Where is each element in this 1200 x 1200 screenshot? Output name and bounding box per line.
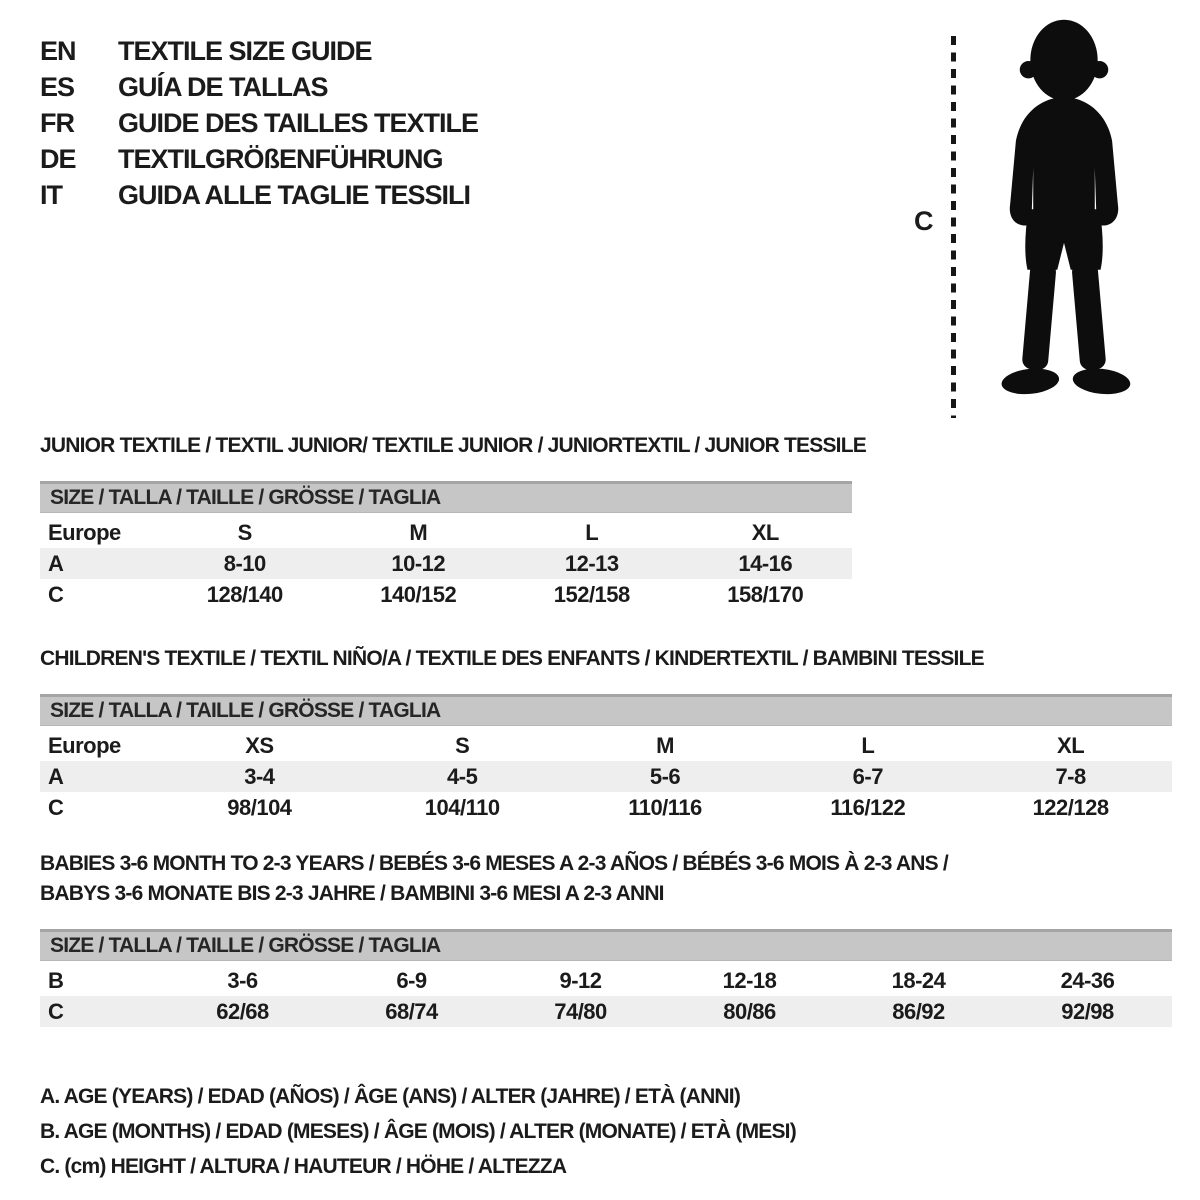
row-label: B — [48, 967, 64, 993]
table-header: SIZE / TALLA / TAILLE / GRÖSSE / TAGLIA — [40, 694, 1172, 726]
height-cell: 68/74 — [385, 998, 438, 1024]
language-code: IT — [40, 179, 62, 210]
section-title: CHILDREN'S TEXTILE / TEXTIL NIÑO/A / TEXTILE DES ENFANTS / KINDERTEXTIL / BAMBINI TESSILE — [40, 647, 984, 670]
age-cell: 12-18 — [722, 967, 777, 993]
height-cell: 152/158 — [553, 581, 630, 607]
guide-title: TEXTILGRÖßENFÜHRUNG — [118, 143, 443, 174]
height-cell: 86/92 — [892, 998, 945, 1024]
section-babies-textile — [40, 849, 1172, 1027]
height-cell: 74/80 — [554, 998, 607, 1024]
babies-size-table — [40, 929, 1172, 1027]
size-cell: XS — [245, 732, 274, 758]
row-label: A — [48, 763, 64, 789]
toddler-silhouette-icon — [980, 12, 1148, 416]
age-cell: 24-36 — [1060, 967, 1115, 993]
row-label: C — [48, 998, 64, 1024]
row-label: Europe — [48, 732, 121, 758]
row-label: C — [48, 581, 64, 607]
height-cell: 158/170 — [727, 581, 804, 607]
table-header: SIZE / TALLA / TAILLE / GRÖSSE / TAGLIA — [40, 929, 1172, 961]
guide-title: GUIDA ALLE TAGLIE TESSILI — [118, 179, 470, 210]
row-label: A — [48, 550, 64, 576]
section-junior-textile — [40, 431, 1172, 610]
language-code: ES — [40, 71, 75, 102]
table-row-age — [40, 548, 852, 579]
row-label: C — [48, 794, 64, 820]
table-row-europe — [40, 517, 852, 548]
age-cell: 5-6 — [649, 763, 681, 789]
age-cell: 3-6 — [227, 967, 258, 993]
table-row-height — [40, 579, 852, 610]
height-cell: 116/122 — [830, 794, 906, 820]
table-row-age — [40, 761, 1172, 792]
table-row-europe — [40, 730, 1172, 761]
height-cell: 98/104 — [227, 794, 292, 820]
age-cell: 7-8 — [1055, 763, 1086, 789]
section-title-line-2: BABYS 3-6 MONATE BIS 2-3 JAHRE / BAMBINI 3-6 MESI A 2-3 ANNI — [40, 882, 664, 905]
language-code: EN — [40, 35, 76, 66]
children-size-table — [40, 694, 1172, 823]
measurement-legend — [40, 1079, 1172, 1184]
size-cell: L — [585, 519, 599, 545]
legend-height-cm: C. (cm) HEIGHT / ALTURA / HAUTEUR / HÖHE / ALTEZZA — [40, 1155, 567, 1178]
size-cell: XL — [751, 519, 779, 545]
size-cell: M — [409, 519, 428, 545]
size-cell: S — [455, 732, 470, 758]
table-row-height — [40, 996, 1172, 1027]
height-cell: 62/68 — [216, 998, 269, 1024]
guide-title: TEXTILE SIZE GUIDE — [118, 35, 372, 66]
language-code: FR — [40, 107, 74, 138]
section-title: JUNIOR TEXTILE / TEXTIL JUNIOR/ TEXTILE JUNIOR / JUNIORTEXTIL / JUNIOR TESSILE — [40, 434, 866, 457]
language-code: DE — [40, 143, 76, 174]
age-cell: 9-12 — [559, 967, 602, 993]
height-cell: 80/86 — [723, 998, 776, 1024]
height-measure-figure — [914, 12, 1148, 420]
legend-age-months: B. AGE (MONTHS) / EDAD (MESES) / ÂGE (MOIS) / ALTER (MONATE) / ETÀ (MESI) — [40, 1120, 796, 1143]
table-row-height — [40, 792, 1172, 823]
age-cell: 4-5 — [447, 763, 478, 789]
height-cell: 128/140 — [206, 581, 283, 607]
size-cell: S — [237, 519, 252, 545]
size-cell: XL — [1057, 732, 1085, 758]
age-cell: 8-10 — [223, 550, 266, 576]
guide-title: GUIDE DES TAILLES TEXTILE — [118, 107, 479, 138]
table-header: SIZE / TALLA / TAILLE / GRÖSSE / TAGLIA — [40, 481, 852, 513]
table-row-age-months — [40, 965, 1172, 996]
size-cell: L — [861, 732, 875, 758]
guide-title: GUÍA DE TALLAS — [118, 71, 328, 102]
age-cell: 18-24 — [891, 967, 946, 993]
row-label: Europe — [48, 519, 121, 545]
section-title-line-1: BABIES 3-6 MONTH TO 2-3 YEARS / BEBÉS 3-6 MESES A 2-3 AÑOS / BÉBÉS 3-6 MOIS À 2-3 ANS / — [40, 852, 948, 875]
age-cell: 10-12 — [391, 550, 446, 576]
age-cell: 6-7 — [852, 763, 883, 789]
age-cell: 12-13 — [564, 550, 619, 576]
height-cell: 92/98 — [1061, 998, 1114, 1024]
height-dashed-line-icon — [951, 36, 956, 418]
junior-size-table — [40, 481, 852, 610]
height-cell: 140/152 — [380, 581, 457, 607]
age-cell: 14-16 — [738, 550, 793, 576]
size-cell: M — [656, 732, 674, 758]
age-cell: 6-9 — [396, 967, 427, 993]
height-measure-label: C — [914, 205, 933, 236]
height-cell: 104/110 — [424, 794, 500, 820]
height-cell: 122/128 — [1032, 794, 1109, 820]
section-childrens-textile — [40, 644, 1172, 823]
age-cell: 3-4 — [244, 763, 275, 789]
height-cell: 110/116 — [628, 794, 702, 820]
legend-age-years: A. AGE (YEARS) / EDAD (AÑOS) / ÂGE (ANS) / ALTER (JAHRE) / ETÀ (ANNI) — [40, 1085, 741, 1108]
